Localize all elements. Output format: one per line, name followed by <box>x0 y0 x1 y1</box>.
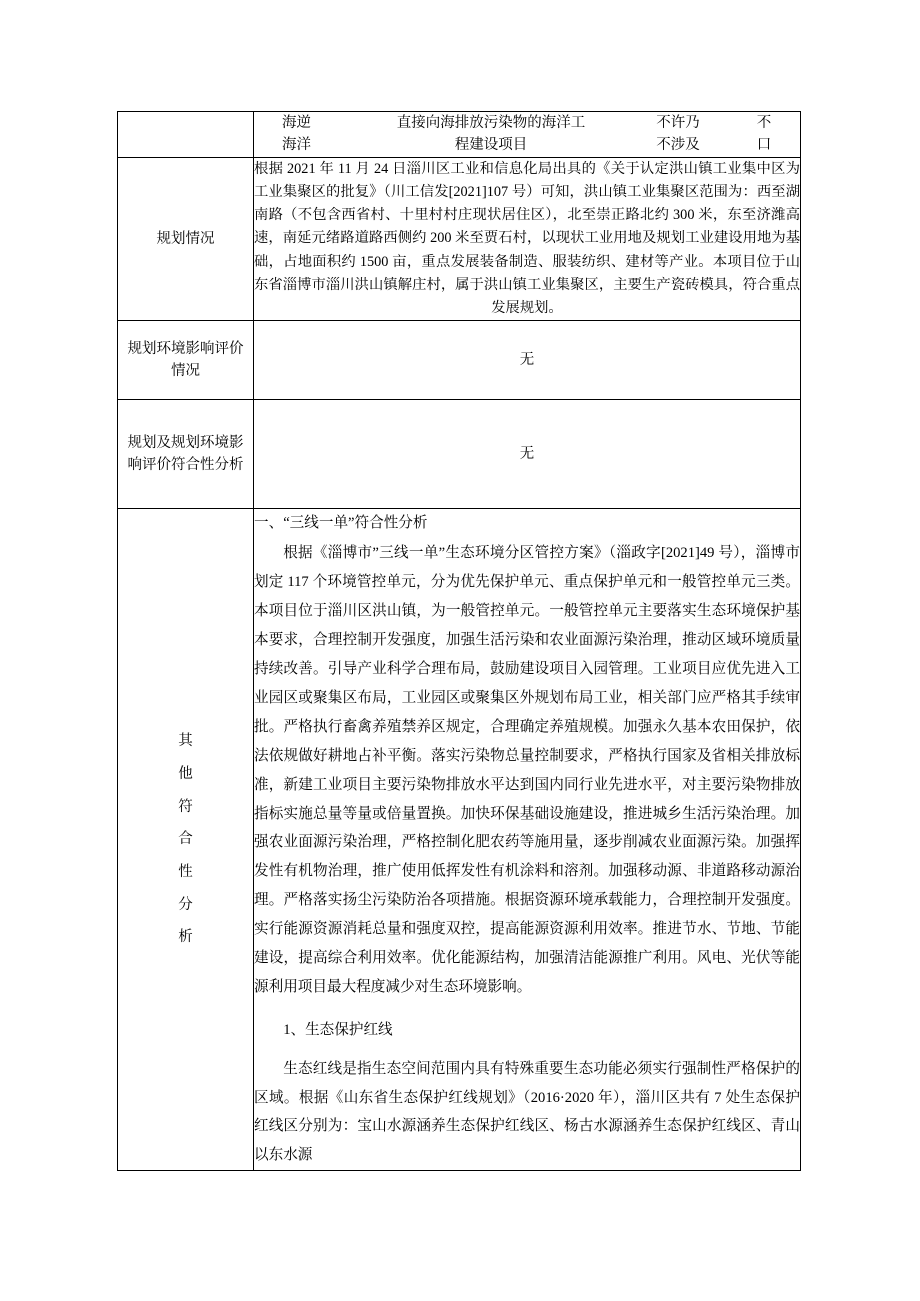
vertical-label-char: 合 <box>178 831 193 848</box>
vertical-label-char: 性 <box>178 863 193 880</box>
table-row-planning-eia-situation <box>118 321 801 400</box>
cell-planning-eia-compliance: 无 <box>254 400 801 509</box>
label-other-compliance <box>118 509 254 1171</box>
vertical-label-char: 符 <box>178 798 193 815</box>
analysis-heading: 一、“三线一单”符合性分析 <box>254 515 428 532</box>
vertical-label-char: 分 <box>178 896 193 913</box>
analysis-subheading-1: 1、生态保护红线 <box>283 1021 393 1038</box>
cell-planning-situation <box>254 157 801 320</box>
header-category-line1: 海逆 <box>282 115 311 131</box>
header-description-column <box>354 112 628 157</box>
table-row-other-compliance <box>118 509 801 1171</box>
cell-planning-eia-situation: 无 <box>254 321 801 400</box>
header-mark-line1: 不 <box>756 115 772 131</box>
header-status-column <box>628 112 728 157</box>
vertical-label-char: 析 <box>178 929 193 946</box>
label-planning-eia-situation-line1: 规划环境影响评价 <box>127 340 244 357</box>
vertical-label-text <box>178 725 193 953</box>
analysis-paragraph-1: 根据《淄博市”三线一单”生态环境分区管控方案》（淄政字[2021]49 号），淄博市划定 117 个环境管控单元，分为优先保护单元、重点保护单元和一般管控单元三类。本项目位于淄川区洪山镇，为一般管控单元。一般管控单元主要落实生态环境保护基本要求，合理控制开发强度，加强生活污染和农业面源污染治理，推动区域环境质量持续改善。引导产业科学合理布局，鼓励建设项目入园管理。工业项目应优先进入工业园区或聚集区布局，工业园区或聚集区外规划布局工业，相关部门应严格其手续审批。严格执行畜禽养殖禁养区规定，合理确定养殖规模。加强永久基本农田保护，依法依规做好耕地占补平衡。落实污染物总量控制要求，严格执行国家及省相关排放标准，新建工业项目主要污染物排放水平达到国内同行业先进水平，对主要污染物排放指标实施总量等量或倍量置换。加快环保基础设施建设，推进城乡生活污染治理。加强农业面源污染治理，严格控制化肥农药等施用量，逐步削减农业面源污染。加强挥发性有机物治理，推广使用低挥发性有机涂料和溶剂。加强移动源、非道路移动源治理。严格落实扬尘污染防治各项措施。根据资源环境承载能力，合理控制开发强度。实行能源资源消耗总量和强度双控，提高能源资源利用效率。推进节水、节地、节能建设，提高综合利用效率。优化能源结构，加强清洁能源推广利用。风电、光伏等能源利用项目最大程度减少对生态环境影响。 <box>254 545 800 995</box>
header-mark-line2: 口 <box>756 137 772 154</box>
table-row-planning-eia-compliance <box>118 400 801 509</box>
header-content-cell <box>254 112 801 158</box>
eia-compliance-table <box>117 111 801 1171</box>
vertical-label-char: 他 <box>178 766 193 783</box>
planning-situation-paragraph: 根据 2021 年 11 月 24 日淄川区工业和信息化局出具的《关于认定洪山镇工业集中区为工业集聚区的批复》（川工信发[2021]107 号）可知，洪山镇工业集聚区范围为：西至湖南路（不包含西省村、十里村村庄现状居住区），北至崇正路北约 300 米，东至济潍高速，南延元绪路道路西侧约 200 米至贾石村，以现状工业用地及规划工业建设用地为基础，占地面积约 1500 亩，重点发展装备制造、服装纺织、建材等产业。本项目位于山东省淄博市淄川洪山镇解庄村，属于洪山镇工业集聚区，主要生产瓷砖模具，符合重点发展规划。 <box>254 160 800 316</box>
label-planning-eia-situation-line2: 情况 <box>171 363 200 380</box>
header-description-line2: 程建设项目 <box>454 137 528 154</box>
label-planning-eia-situation <box>118 321 254 400</box>
label-planning-eia-compliance-line1: 规划及规划环境影 <box>127 434 244 451</box>
table-row-planning-situation <box>118 157 801 320</box>
header-category-line2: 海洋 <box>282 137 311 154</box>
header-description-line1: 直接向海排放污染物的海洋工 <box>396 115 586 131</box>
cell-other-compliance <box>254 509 801 1171</box>
label-planning-eia-compliance-line2: 响评价符合性分析 <box>127 457 244 474</box>
header-blank-cell <box>118 112 254 158</box>
header-category-column <box>254 112 354 157</box>
header-status-line2: 不涉及 <box>656 137 700 154</box>
vertical-label-char: 其 <box>178 733 193 750</box>
header-status-line1: 不许乃 <box>656 115 700 131</box>
label-planning-eia-compliance <box>118 400 254 509</box>
analysis-paragraph-2: 生态红线是指生态空间范围内具有特殊重要生态功能必须实行强制性严格保护的区域。根据《山东省生态保护红线规划》（2016·2020 年），淄川区共有 7 处生态保护红线区分别为：宝山水源涵养生态保护红线区、杨古水源涵养生态保护红线区、青山以东水源 <box>254 1060 800 1164</box>
table-row-header <box>118 112 801 158</box>
label-planning-situation: 规划情况 <box>118 157 254 320</box>
header-mark-column <box>728 112 800 157</box>
